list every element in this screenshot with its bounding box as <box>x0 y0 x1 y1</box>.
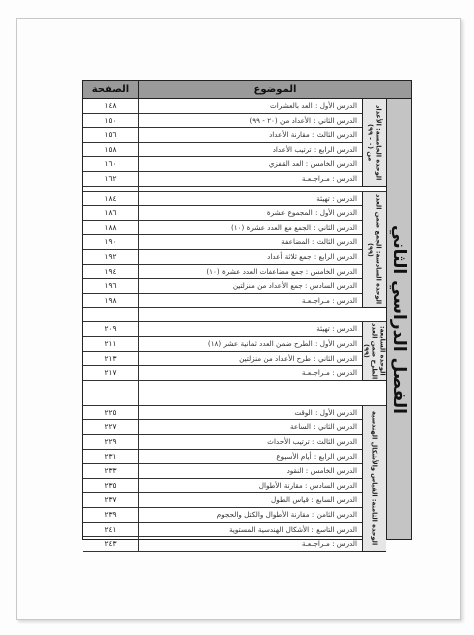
page-number: ٢٣٥ <box>83 479 139 493</box>
table-row <box>83 172 362 187</box>
page-number: ٢٣٩ <box>83 508 139 522</box>
unit-separator <box>83 308 386 322</box>
lesson-title: الدرس الأول : الوقت <box>294 407 357 417</box>
page-number: ١٩٨ <box>83 294 139 308</box>
unit-separator <box>83 381 386 406</box>
page-number: ١٨٦ <box>83 206 139 220</box>
table-row <box>83 493 362 508</box>
table-row <box>83 366 362 381</box>
table-row <box>83 192 362 207</box>
page-number: ١٦٢ <box>83 172 139 186</box>
page-number: ٢١٧ <box>83 366 139 380</box>
lesson-title: الدرس الخامس : جمع مضاعفات العدد عشرة (١٠) <box>206 266 357 276</box>
page-number: ٢٢٧ <box>83 420 139 434</box>
lesson-title: الدرس الأول : المجموع عشرة <box>266 208 357 218</box>
table-row <box>83 114 362 129</box>
page-number: ١٩٠ <box>83 235 139 249</box>
lesson-title: الدرس : مـراجـعـة <box>301 174 357 183</box>
unit-cell <box>362 99 386 187</box>
table-row <box>83 128 362 143</box>
table-row <box>83 265 362 280</box>
page-number: ٢١١ <box>83 337 139 351</box>
table-row <box>83 523 362 538</box>
lesson-title: الدرس السابع : قياس الطول <box>271 495 357 505</box>
table-row <box>83 450 362 465</box>
unit-title: الوحدة الثامنة: القياس والأشكال الهندسية <box>370 411 379 546</box>
table-row <box>83 294 362 309</box>
lesson-title: الدرس الرابع : جمع ثلاثة أعداد <box>267 252 357 261</box>
table-row <box>83 279 362 294</box>
unit-title: الوحدة السابعة: الطرح ضمن العدد (٩٩) <box>362 323 386 380</box>
table-row <box>83 337 362 352</box>
page-number: ١٥٠ <box>83 114 139 128</box>
page-number: ١٩٦ <box>83 279 139 293</box>
table-row <box>83 206 362 221</box>
semester-title: الفصل الدراسي الثاني <box>389 225 409 414</box>
table-row <box>83 464 362 479</box>
table-row <box>83 479 362 494</box>
lesson-title: الدرس التاسع : الأشكال الهندسية المستوية <box>229 524 357 534</box>
lesson-title: الدرس الرابع : ترتيب الأعداد <box>272 144 357 154</box>
page-column-header: الصفحة <box>83 81 139 99</box>
page-number: ١٩٤ <box>83 265 139 279</box>
lesson-title: الدرس الثاني : الأعداد من (٢٠ - ٩٩) <box>249 115 357 125</box>
table-row <box>83 157 362 172</box>
lesson-title: الدرس الثاني : طرح الأعداد من منزلتين <box>239 353 357 363</box>
page-number: ١٨٤ <box>83 192 139 206</box>
page-number: ١٩٢ <box>83 250 139 264</box>
separator-page-cell <box>83 381 139 405</box>
lesson-title: الدرس الثالث : المضاعفة <box>281 237 357 247</box>
table-row <box>83 352 362 367</box>
lesson-title: الدرس الثامن : مقارنة الأطوال والكتل والحجوم <box>216 510 357 519</box>
unit-cell <box>362 192 386 309</box>
lesson-title: الدرس الثالث : مقارنة الأعداد <box>269 130 357 140</box>
lesson-title: الدرس الأول : العد بالعشرات <box>270 101 357 110</box>
separator-page-cell <box>83 308 139 321</box>
contents-table <box>82 80 412 549</box>
separator-page-cell <box>83 187 139 191</box>
lesson-title: الدرس : مـراجـعـة <box>301 295 357 305</box>
table-row <box>83 143 362 158</box>
page-number: ٢١٣ <box>83 352 139 366</box>
page-number: ٢٣٣ <box>83 464 139 478</box>
page-number: ١٥٦ <box>83 128 139 142</box>
table-row <box>83 420 362 435</box>
page-number: ١٨٨ <box>83 221 139 235</box>
table-row <box>83 322 362 337</box>
page-number: ١٥٨ <box>83 143 139 157</box>
lesson-title: الدرس : مـراجـعـة <box>301 368 357 378</box>
lesson-title: الدرس الرابع : أيام الأسبوع <box>276 451 357 461</box>
table-row <box>83 99 362 114</box>
lesson-title: الدرس السادس : جمع الأعداد من منزلتين <box>232 281 357 291</box>
table-row <box>83 435 362 450</box>
unit-title: الوحدة الخامسة: الأعداد من (٠ - ٩٩) <box>366 104 383 180</box>
lesson-title: الدرس الخامس : النقود <box>286 466 357 476</box>
table-row <box>83 235 362 250</box>
table-row <box>83 221 362 236</box>
topic-column-header: الموضوع <box>139 81 411 99</box>
lesson-title: الدرس الثاني : الجمع مع العدد عشرة (١٠) <box>230 222 357 232</box>
page-number: ٢٢٩ <box>83 435 139 449</box>
semester-band <box>386 99 411 539</box>
lesson-title: الدرس الخامس : العد القفزي <box>268 159 357 169</box>
lesson-title: الدرس : تهيئة <box>316 193 357 203</box>
table-row <box>83 406 362 421</box>
lesson-title: الدرس الأول : الطرح ضمن العدد ثمانية عشر (١٨) <box>207 339 357 348</box>
lesson-title: الدرس : مـراجـعـة <box>301 539 357 549</box>
table-row <box>83 250 362 265</box>
unit-cell <box>362 322 386 380</box>
page-number: ٢٤١ <box>83 523 139 537</box>
page-number: ١٦٠ <box>83 157 139 171</box>
page-number: ١٤٨ <box>83 99 139 113</box>
lesson-title: الدرس الثالث : ترتيب الأحداث <box>267 437 357 446</box>
lesson-title: الدرس : تهيئة <box>316 324 357 334</box>
table-row <box>83 508 362 523</box>
unit-title: الوحدة السادسة: الجمع ضمن العدد (٩٩) <box>366 194 383 305</box>
page-number: ٢٣٧ <box>83 493 139 507</box>
table-row <box>83 537 362 552</box>
lesson-title: الدرس الثاني : الساعة <box>290 422 357 432</box>
page-number: ٢٤٣ <box>83 537 139 551</box>
lesson-title: الدرس السادس : مقارنة الأطوال <box>258 480 357 490</box>
page-number: ٢٢٥ <box>83 406 139 420</box>
page-number: ٢٠٩ <box>83 322 139 336</box>
page-number: ٢٣١ <box>83 450 139 464</box>
unit-cell <box>362 406 386 552</box>
